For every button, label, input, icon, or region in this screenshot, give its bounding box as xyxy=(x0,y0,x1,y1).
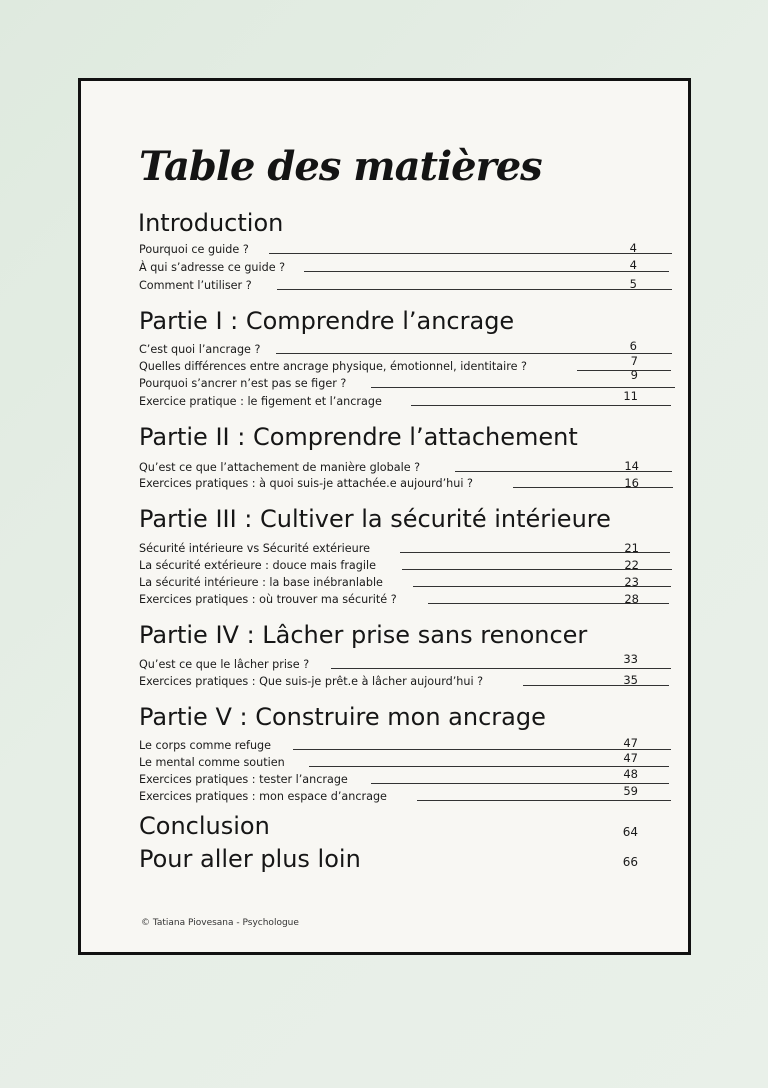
page-number: 64 xyxy=(622,825,638,839)
leader-line xyxy=(371,387,675,388)
section-heading-partie-4: Partie IV : Lâcher prise sans renoncer xyxy=(139,621,588,649)
copyright-footer: © Tatiana Piovesana - Psychologue xyxy=(141,918,299,928)
toc-entry-label: Pourquoi ce guide ? xyxy=(139,243,249,256)
toc-entry-label: Comment l’utiliser ? xyxy=(139,279,252,292)
leader-line xyxy=(513,487,673,488)
page-number: 23 xyxy=(624,575,639,589)
section-heading-conclusion[interactable] xyxy=(139,812,270,840)
toc-entry-label: Sécurité intérieure vs Sécurité extérieure xyxy=(139,542,370,555)
page-number: 22 xyxy=(624,558,639,572)
toc-entry-label: Le mental comme soutien xyxy=(139,756,285,769)
toc-entry-label: Exercices pratiques : tester l’ancrage xyxy=(139,773,348,786)
section-heading-introduction: Introduction xyxy=(138,209,284,237)
toc-entry-label: La sécurité intérieure : la base inébranlable xyxy=(139,576,383,589)
leader-line xyxy=(455,471,672,472)
toc-entry-label: Qu’est ce que l’attachement de manière globale ? xyxy=(139,461,421,474)
leader-line xyxy=(411,405,671,406)
page-number: 6 xyxy=(629,339,637,353)
page-number: 21 xyxy=(624,541,639,555)
section-heading-pour-aller-plus-loin[interactable] xyxy=(139,845,361,873)
page-number: 48 xyxy=(623,767,638,781)
page-number: 9 xyxy=(630,368,638,382)
page-number: 35 xyxy=(623,673,638,687)
toc-entry-label: Qu’est ce que le lâcher prise ? xyxy=(139,658,310,671)
toc-entry-label: Exercices pratiques : où trouver ma sécurité ? xyxy=(139,593,397,606)
page-number: 47 xyxy=(623,736,638,750)
page-number: 28 xyxy=(624,592,639,606)
leader-line xyxy=(331,668,671,669)
page-number: 66 xyxy=(622,855,638,869)
page-number: 59 xyxy=(623,784,638,798)
leader-line xyxy=(417,800,671,801)
toc-entry-label: La sécurité extérieure : douce mais fragile xyxy=(139,559,376,572)
page-number: 11 xyxy=(623,389,638,403)
leader-line xyxy=(523,685,669,686)
page-number: 5 xyxy=(629,277,637,291)
section-heading-partie-5: Partie V : Construire mon ancrage xyxy=(139,703,546,731)
page-number: 4 xyxy=(629,258,637,272)
page-number: 14 xyxy=(624,459,639,473)
toc-entry-label: Exercices pratiques : Que suis-je prêt.e à lâcher aujourd’hui ? xyxy=(139,675,484,688)
page-number: 4 xyxy=(629,241,637,255)
section-heading-partie-1: Partie I : Comprendre l’ancrage xyxy=(139,307,515,335)
page-number: 16 xyxy=(624,476,639,490)
toc-entry-label: C’est quoi l’ancrage ? xyxy=(139,343,261,356)
toc-entry-label: Le corps comme refuge xyxy=(139,739,272,752)
toc-entry-label: Exercices pratiques : mon espace d’ancrage xyxy=(139,790,387,803)
section-heading-partie-2: Partie II : Comprendre l’attachement xyxy=(139,423,578,451)
toc-title: Table des matières xyxy=(139,143,542,190)
further-reading-label: Pour aller plus loin xyxy=(139,845,361,873)
toc-entry-label: Exercices pratiques : à quoi suis-je attachée.e aujourd’hui ? xyxy=(139,477,473,490)
toc-entry-label: Pourquoi s’ancrer n’est pas se figer ? xyxy=(139,377,347,390)
section-heading-partie-3: Partie III : Cultiver la sécurité intérieure xyxy=(139,505,611,533)
page-number: 47 xyxy=(623,751,638,765)
page-number: 33 xyxy=(623,652,638,666)
conclusion-label: Conclusion xyxy=(139,812,270,840)
toc-entry-label: Exercice pratique : le figement et l’ancrage xyxy=(139,395,382,408)
page-number: 7 xyxy=(630,354,638,368)
toc-entry-label: À qui s’adresse ce guide ? xyxy=(139,261,286,274)
document-page xyxy=(78,78,691,955)
toc-entry-label: Quelles différences entre ancrage physique, émotionnel, identitaire ? xyxy=(139,360,528,373)
